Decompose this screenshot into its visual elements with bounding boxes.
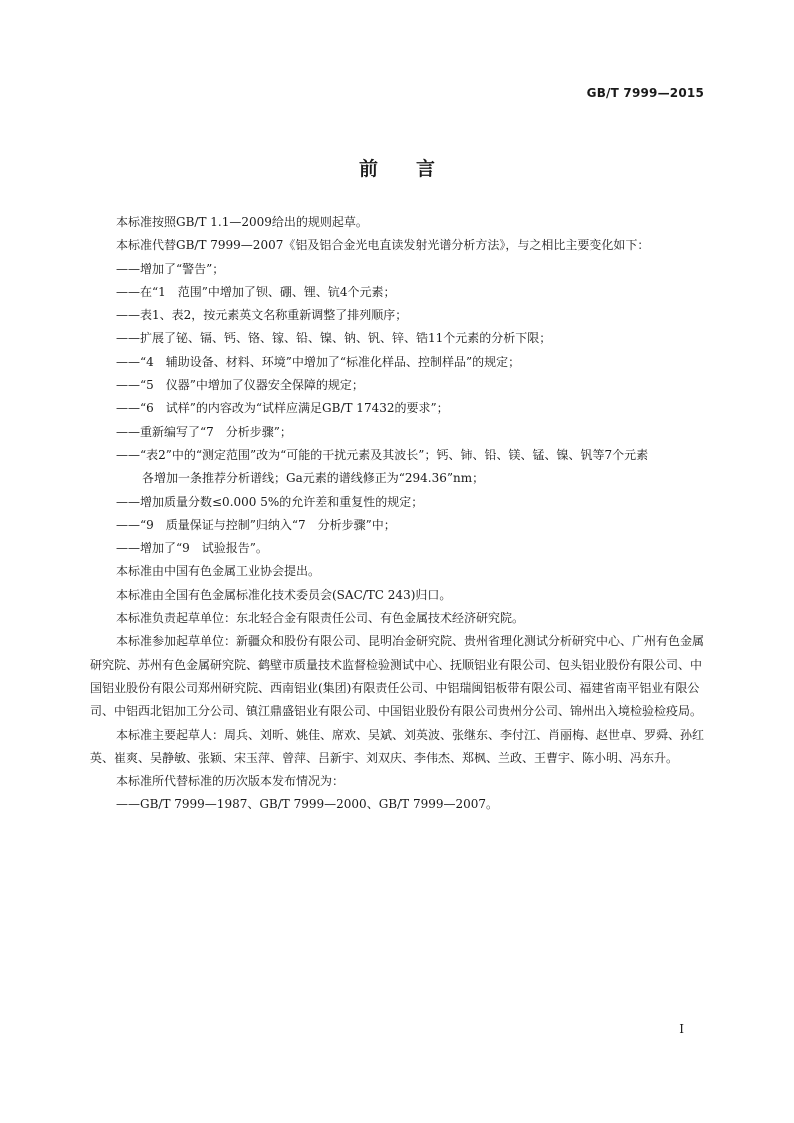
change-item: ——增加了“警告”； (116, 261, 225, 276)
change-item: ——重新编写了“7 分析步骤”； (116, 424, 292, 439)
paragraph-proposer: 本标准由中国有色金属工业协会提出。 (116, 564, 321, 579)
foreword-body (90, 211, 706, 817)
page-number: I (679, 1022, 684, 1036)
paragraph-drafting-rules: 本标准按照GB/T 1.1—2009给出的规则起草。 (116, 215, 368, 229)
change-item: ——扩展了铋、镉、钙、铬、镓、铅、镍、钠、钒、锌、锆11个元素的分析下限； (116, 331, 552, 346)
paragraph-lead-drafter: 本标准负责起草单位：东北轻合金有限责任公司、有色金属技术经济研究院。 (116, 611, 525, 626)
change-item-continuation: 各增加一条推荐分析谱线；Ga元素的谱线修正为“294.36”nm； (142, 471, 485, 486)
standard-code: GB/T 7999—2015 (586, 86, 704, 100)
paragraph-participating-units: 本标准参加起草单位：新疆众和股份有限公司、昆明冶金研究院、贵州省理化测试分析研究中心、广州有色金属研究院、苏州有色金属研究院、鹤壁市质量技术监督检验测试中心、抚顺铝业有限公司、包头铝业股份有限公司、中国铝业股份有限公司郑州研究院、西南铝业(集团)有限责任公司、中铝瑞闽铝板带有限公司、福建省南平铝业有限公司、中铝西北铝加工分公司、镇江鼎盛铝业有限公司、中国铝业股份有限公司贵州分公司、锦州出入境检验检疫局。 (90, 634, 705, 719)
change-item: ——在“1 范围”中增加了钡、硼、锂、钪4个元素； (116, 284, 396, 299)
paragraph-replacement: 本标准代替GB/T 7999—2007《铝及铝合金光电直读发射光谱分析方法》，与之相比主要变化如下： (116, 238, 650, 253)
page-title: 前言 (358, 158, 473, 180)
change-item: ——“表2”中的“测定范围”改为“可能的干扰元素及其波长”；钙、铈、铅、镁、锰、镍、钒等7个元素 (116, 447, 649, 462)
change-item: ——“4 辅助设备、材料、环境”中增加了“标准化样品、控制样品”的规定； (116, 354, 521, 369)
change-item: ——“6 试样”的内容改为“试样应满足GB/T 17432的要求”； (116, 401, 449, 416)
change-item: ——表1、表2，按元素英文名称重新调整了排列顺序； (116, 308, 408, 323)
change-item: ——增加质量分数≤0.000 5%的允许差和重复性的规定； (116, 494, 424, 509)
change-item: ——“9 质量保证与控制”归纳入“7 分析步骤”中； (116, 517, 396, 532)
paragraph-centralized-by: 本标准由全国有色金属标准化技术委员会(SAC/TC 243)归口。 (116, 587, 452, 602)
change-item: ——增加了“9 试验报告”。 (116, 541, 268, 556)
paragraph-main-drafters: 本标准主要起草人：周兵、刘昕、姚佳、席欢、吴斌、刘英波、张继东、李付江、肖丽梅、赵世卓、罗舜、孙红英、崔爽、吴静敏、张颖、宋玉萍、曾萍、吕新宇、刘双庆、李伟杰、郑枫、兰政、王曹宇、陈小明、冯东升。 (90, 727, 705, 765)
change-item: ——“5 仪器”中增加了仪器安全保障的规定； (116, 378, 364, 393)
paragraph-history-list: ——GB/T 7999—1987、GB/T 7999—2000、GB/T 7999—2007。 (116, 797, 499, 812)
paragraph-history-intro: 本标准所代替标准的历次版本发布情况为： (116, 774, 345, 789)
